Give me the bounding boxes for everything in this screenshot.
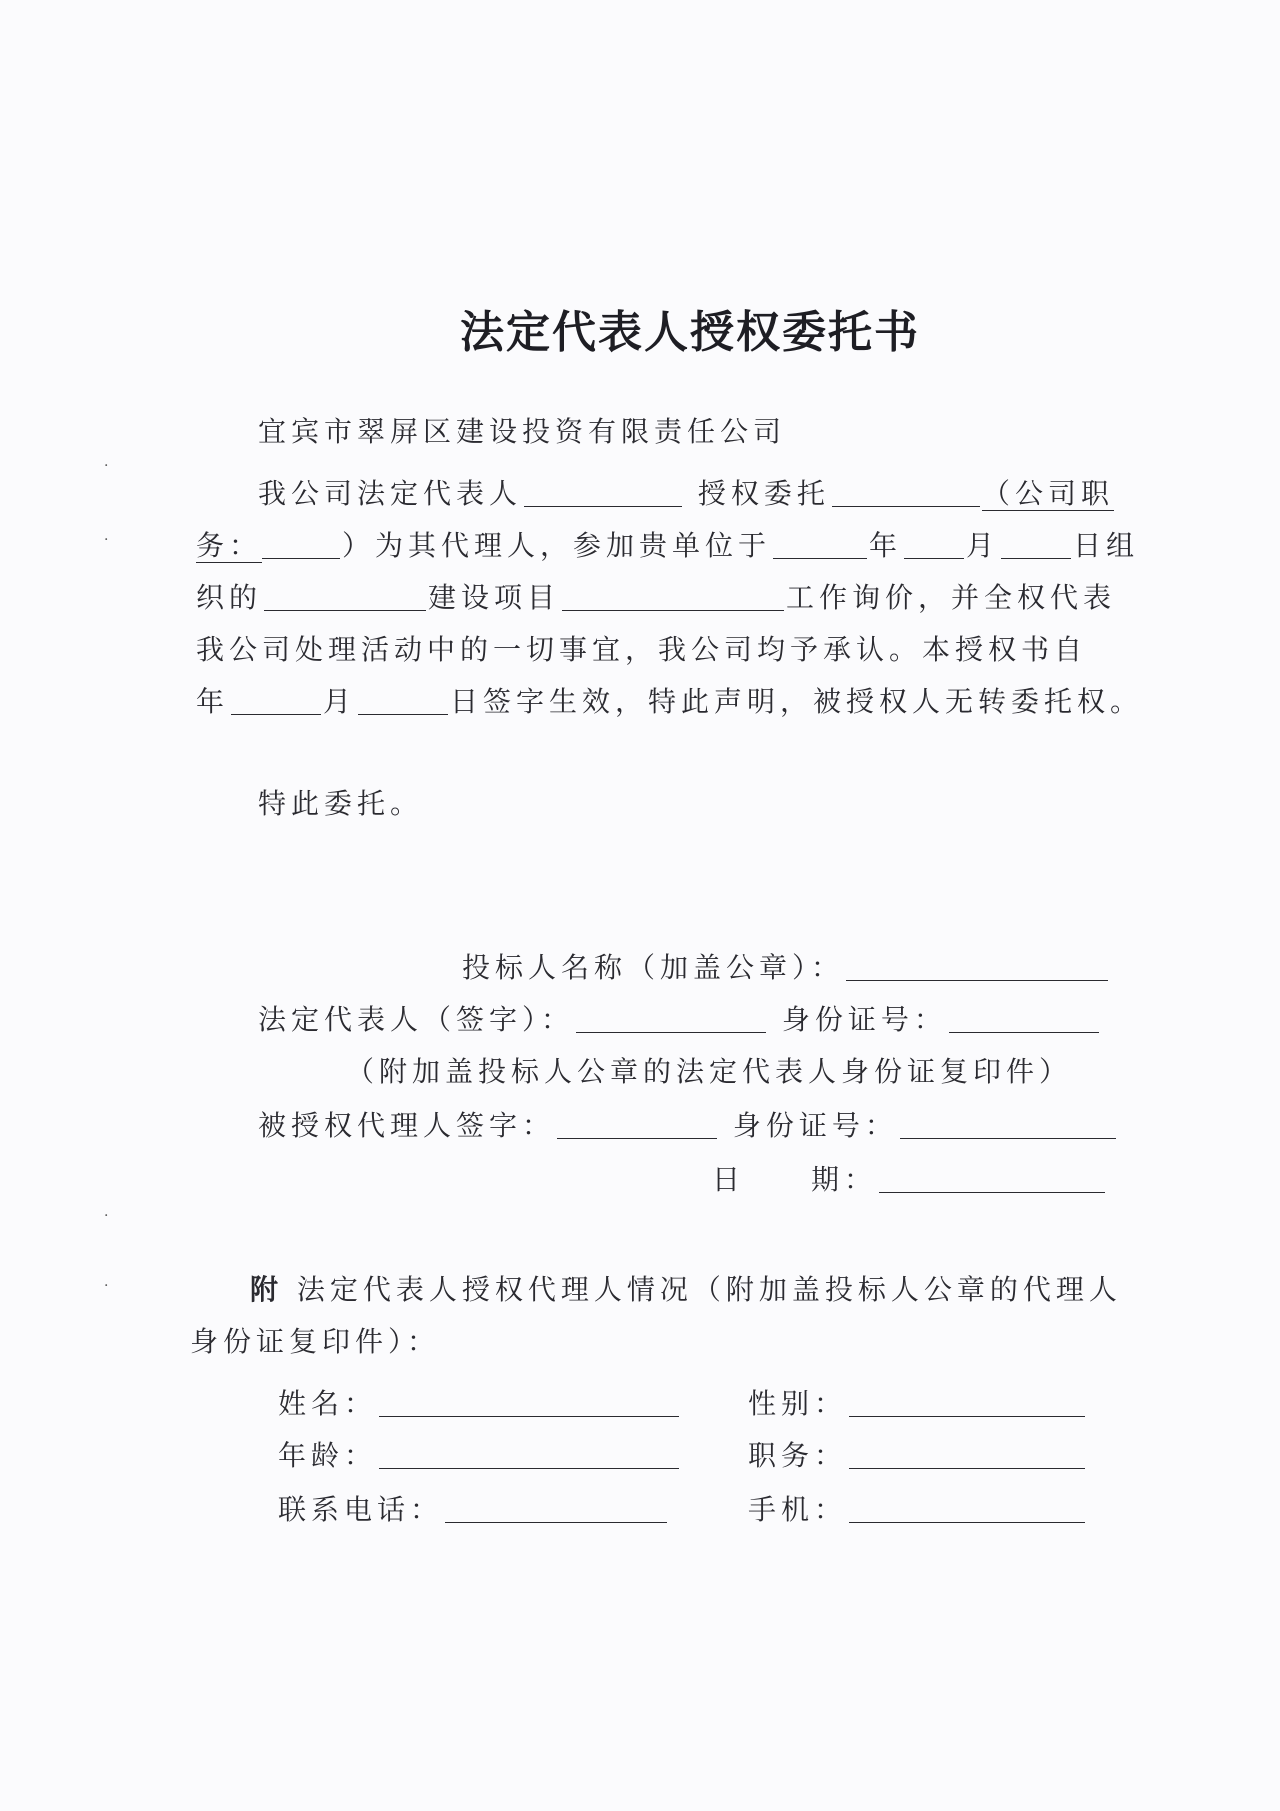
position-row: 职务： <box>748 1436 1087 1476</box>
agent-name-blank[interactable] <box>832 476 980 507</box>
agent-name-field[interactable] <box>379 1386 679 1417</box>
appendix-line-2: 身份证复印件）： <box>190 1325 441 1358</box>
agent-age-field[interactable] <box>379 1438 679 1469</box>
year-blank-1[interactable] <box>773 528 867 559</box>
day-blank-1[interactable] <box>1001 528 1071 559</box>
bidder-name-row: 投标人名称（加盖公章）： <box>462 948 1110 988</box>
agent-phone-field[interactable] <box>445 1492 667 1523</box>
addressee: 宜宾市翠屏区建设投资有限责任公司 <box>258 415 787 448</box>
agent-id-blank[interactable] <box>900 1108 1116 1139</box>
gender-row: 性别： <box>748 1384 1087 1424</box>
agent-position-field[interactable] <box>849 1438 1085 1469</box>
mobile-row: 手机： <box>748 1490 1087 1530</box>
page-title: 法定代表人授权委托书 <box>460 307 920 358</box>
age-row: 年龄： <box>278 1436 681 1476</box>
scan-speck: · <box>104 458 109 474</box>
body-line-1: 我公司法定代表人 授权委托 （公司职 <box>258 477 1114 510</box>
phone-row: 联系电话： <box>278 1490 669 1530</box>
agent-signature-blank[interactable] <box>557 1108 717 1139</box>
scan-speck: · <box>104 1278 109 1294</box>
legal-rep-name-blank[interactable] <box>524 476 682 507</box>
name-row: 姓名： <box>278 1384 681 1424</box>
body-line-2: 务： ）为其代理人，参加贵单位于 年 月 日组 <box>196 529 1140 562</box>
agent-mobile-field[interactable] <box>849 1492 1085 1523</box>
scan-speck: · <box>104 532 109 548</box>
day-blank-2[interactable] <box>358 684 448 715</box>
project-name-blank[interactable] <box>562 580 784 611</box>
body-line-5: 年 月 日签字生效，特此声明，被授权人无转委托权。 <box>196 685 1144 718</box>
agent-sign-row: 被授权代理人签字： 身份证号： <box>258 1106 1118 1146</box>
date-blank[interactable] <box>879 1162 1105 1193</box>
organizer-blank[interactable] <box>264 580 426 611</box>
month-blank-1[interactable] <box>904 528 964 559</box>
month-blank-2[interactable] <box>231 684 321 715</box>
legal-rep-id-blank[interactable] <box>949 1002 1099 1033</box>
body-line-4: 我公司处理活动中的一切事宜，我公司均予承认。本授权书自 <box>196 633 1088 666</box>
agent-position-blank[interactable] <box>262 528 340 559</box>
scan-speck: · <box>104 1208 109 1224</box>
bidder-name-blank[interactable] <box>846 950 1108 981</box>
legal-rep-sign-row: 法定代表人（签字）： 身份证号： <box>258 1000 1101 1040</box>
date-row: 日 期： <box>712 1160 1107 1200</box>
agent-gender-field[interactable] <box>849 1386 1085 1417</box>
legal-rep-signature-blank[interactable] <box>576 1002 766 1033</box>
appendix-line-1: 附 法定代表人授权代理人情况（附加盖投标人公章的代理人 <box>250 1273 1122 1306</box>
attach-note: （附加盖投标人公章的法定代表人身份证复印件） <box>346 1055 1073 1088</box>
closing-text: 特此委托。 <box>258 787 424 820</box>
body-line-3: 织的 建设项目 工作询价，并全权代表 <box>196 581 1117 614</box>
